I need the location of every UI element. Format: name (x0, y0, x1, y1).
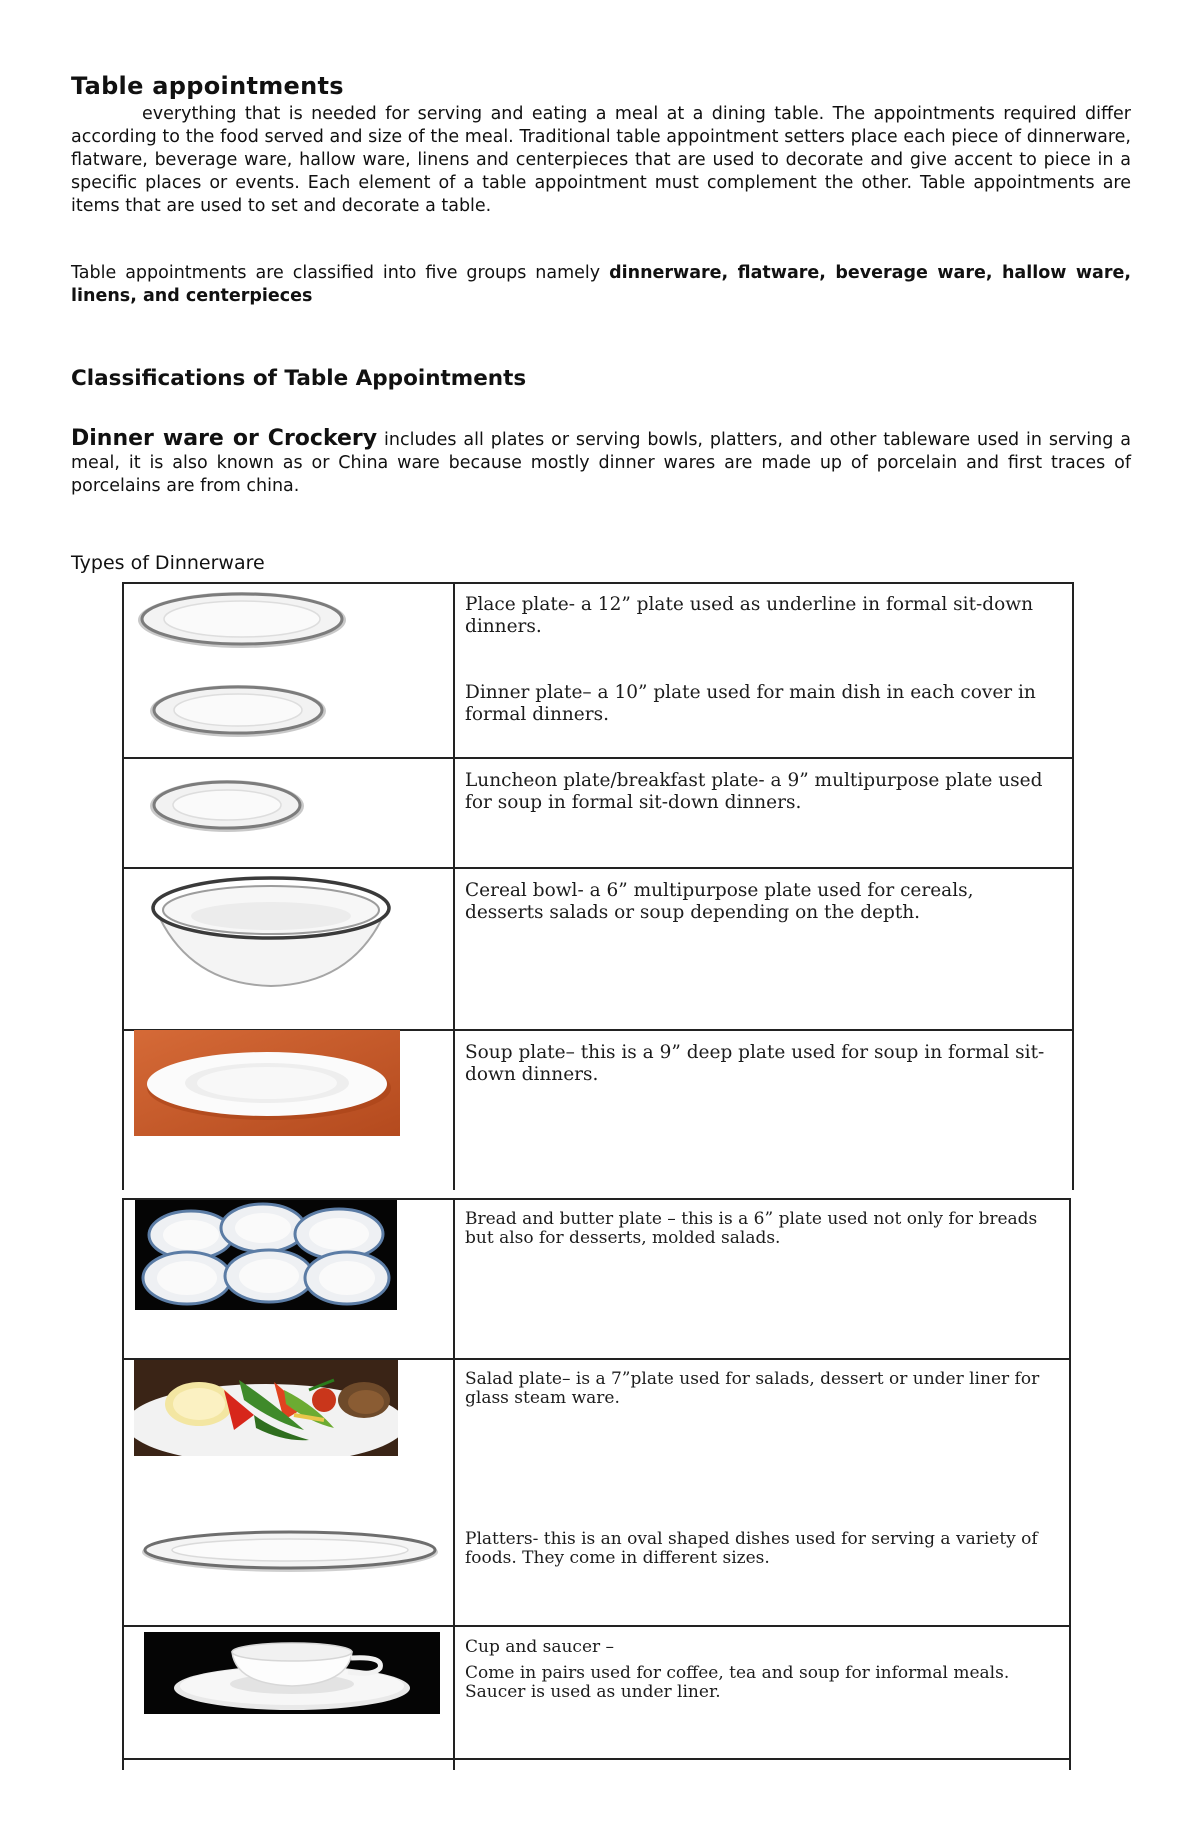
groups-text: Table appointments are classified into five groups namely (71, 263, 610, 283)
table-divider (453, 582, 455, 1190)
table-border-left (122, 582, 124, 1190)
dinnerware-text: includes all plates or serving bowls, platters, and other tableware used in serving a meal, it is also known as or China ware because mostly dinner wares are made up of porcelain and first traces of porcelains are from china. (71, 430, 1131, 496)
cell-text-cup-saucer: Come in pairs used for coffee, tea and soup for informal meals. Saucer is used as under liner. (465, 1663, 1010, 1702)
groups-list: dinnerware, flatware, beverage ware, hallow ware, linens, and centerpieces (71, 263, 1131, 306)
table-border-right (1072, 582, 1074, 1190)
table-row-border (122, 582, 1073, 584)
table-row-border (122, 1758, 1070, 1760)
table-border-left (122, 1198, 124, 1770)
luncheon-plate-image (148, 778, 306, 834)
soup-plate-image (134, 1030, 400, 1136)
intro-paragraph: everything that is needed for serving and eating a meal at a dining table. The appointments required differ according to the food served and size of the meal. Traditional table appointment setters place each piece of dinnerware, flatware, beverage ware, hallow ware, linens and centerpieces that are used to decorate and give accent to piece in a specific places or events. Each element of a table appointment must complement the other. Table appointments are items that are used to set and decorate a table. (71, 104, 1131, 216)
cell-text-soup-plate: Soup plate– this is a 9” deep plate used for soup in formal sit-down dinners. (465, 1042, 1045, 1085)
cell-text-place-plate: Place plate- a 12” plate used as underline in formal sit-down dinners. (465, 594, 1033, 637)
dinnerware-lead: Dinner ware or Crockery (71, 426, 378, 451)
classifications-heading: Classifications of Table Appointments (71, 366, 527, 391)
cell-text-salad-plate: Salad plate– is a 7”plate used for salads, dessert or under liner for glass steam ware. (465, 1369, 1040, 1408)
page-title: Table appointments (71, 72, 344, 100)
types-heading: Types of Dinnerware (71, 552, 265, 574)
dinnerware-paragraph (71, 427, 1131, 498)
platter-image (140, 1528, 440, 1574)
groups-paragraph (71, 262, 1131, 308)
cell-text-dinner-plate: Dinner plate– a 10” plate used for main dish in each cover in formal dinners. (465, 682, 1036, 725)
cell-text-platters: Platters- this is an oval shaped dishes used for serving a variety of foods. They come in different sizes. (465, 1529, 1038, 1568)
table-border-right (1069, 1198, 1071, 1770)
cell-text-cereal-bowl: Cereal bowl- a 6” multipurpose plate used for cereals, desserts salads or soup depending on the depth. (465, 880, 974, 923)
dinner-plate-image (148, 683, 328, 739)
place-plate-image (136, 590, 348, 650)
table-row-border (122, 1625, 1070, 1627)
cell-text-luncheon-plate: Luncheon plate/breakfast plate- a 9” multipurpose plate used for soup in formal sit-down dinners. (465, 770, 1043, 813)
cell-title-cup-saucer: Cup and saucer – (465, 1637, 615, 1657)
cup-saucer-image (144, 1632, 440, 1714)
salad-plate-image (134, 1360, 398, 1456)
table-divider (453, 1198, 455, 1770)
cell-text-bread-butter: Bread and butter plate – this is a 6” plate used not only for breads but also for desserts, molded salads. (465, 1209, 1038, 1248)
table-row-border (122, 867, 1073, 869)
bread-butter-plates-image (135, 1200, 397, 1310)
table-row-border (122, 757, 1073, 759)
cereal-bowl-image (148, 872, 394, 988)
